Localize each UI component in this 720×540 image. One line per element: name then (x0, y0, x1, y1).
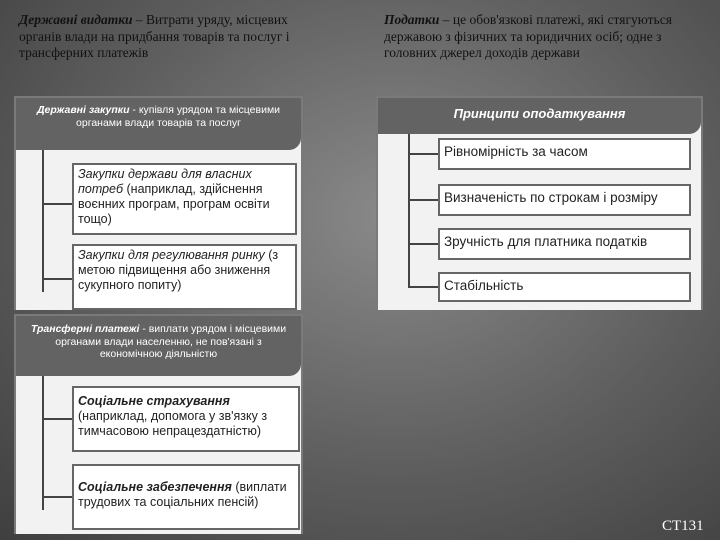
header-text: - виплати урядом і місцевими органами влади населенню, не пов'язані з економічною діяльністю (55, 323, 287, 360)
government-spending-definition (19, 12, 319, 62)
panel-header (16, 98, 301, 150)
box-term: Соціальне забезпечення (78, 480, 232, 494)
tree-branch (42, 278, 72, 280)
box-term: Соціальне страхування (78, 394, 230, 408)
header-text: - купівля урядом та місцевими органами влади товарів та послуг (76, 104, 281, 129)
principles-title: Принципи оподаткування (453, 106, 626, 121)
diagram-box (72, 464, 300, 530)
tree-branch (42, 418, 72, 420)
taxes-definition (384, 12, 689, 62)
tree-connector (408, 134, 410, 286)
diagram-box (72, 244, 297, 310)
box-text: (з метою підвищення або зниження сукупного попиту) (78, 248, 279, 292)
diagram-box (72, 163, 297, 235)
definition-text: – Витрати уряду, місцевих органів влади на придбання товарів та послуг і трансферних платежів (19, 12, 290, 60)
government-purchases-panel (14, 96, 303, 310)
principle-box (438, 228, 691, 260)
box-text: (наприклад, здійснення воєнних програм, програм освіти тощо) (78, 182, 270, 226)
transfer-payments-panel (14, 314, 303, 534)
tree-connector (42, 150, 44, 292)
tree-branch (408, 199, 438, 201)
panel-header (378, 98, 701, 134)
tree-branch (408, 243, 438, 245)
principle-label: Зручність для платника податків (444, 234, 648, 249)
header-term: Трансферні платежі (30, 323, 140, 335)
panel-header (16, 316, 301, 376)
principle-label: Стабільність (444, 278, 524, 293)
definition-term: Податки (384, 12, 440, 27)
diagram-box (72, 386, 300, 452)
principle-box (438, 272, 691, 302)
principle-label: Визначеність по строкам і розміру (444, 190, 658, 205)
principle-box (438, 138, 691, 170)
slide-number: СТ131 (662, 518, 704, 534)
box-term: Закупки для регулювання ринку (78, 248, 265, 262)
tree-branch (408, 153, 438, 155)
taxation-principles-panel (376, 96, 703, 310)
tree-branch (408, 286, 438, 288)
tree-branch (42, 496, 72, 498)
definition-term: Державні видатки (19, 12, 133, 27)
box-term: Закупки держави для власних потреб (78, 167, 252, 196)
tree-connector (42, 376, 44, 510)
principle-label: Рівномірність за часом (444, 144, 588, 159)
header-term: Державні закупки (36, 104, 130, 116)
box-text: (виплати трудових та соціальних пенсій) (78, 480, 287, 509)
box-text: (наприклад, допомога у зв'язку з тимчасовою непрацездатністю) (78, 409, 268, 438)
tree-branch (42, 203, 72, 205)
principle-box (438, 184, 691, 216)
definition-text: – це обов'язкові платежі, які стягуються державою з фізичних та юридичних осіб; одне з головних джерел доходів держави (384, 12, 672, 60)
